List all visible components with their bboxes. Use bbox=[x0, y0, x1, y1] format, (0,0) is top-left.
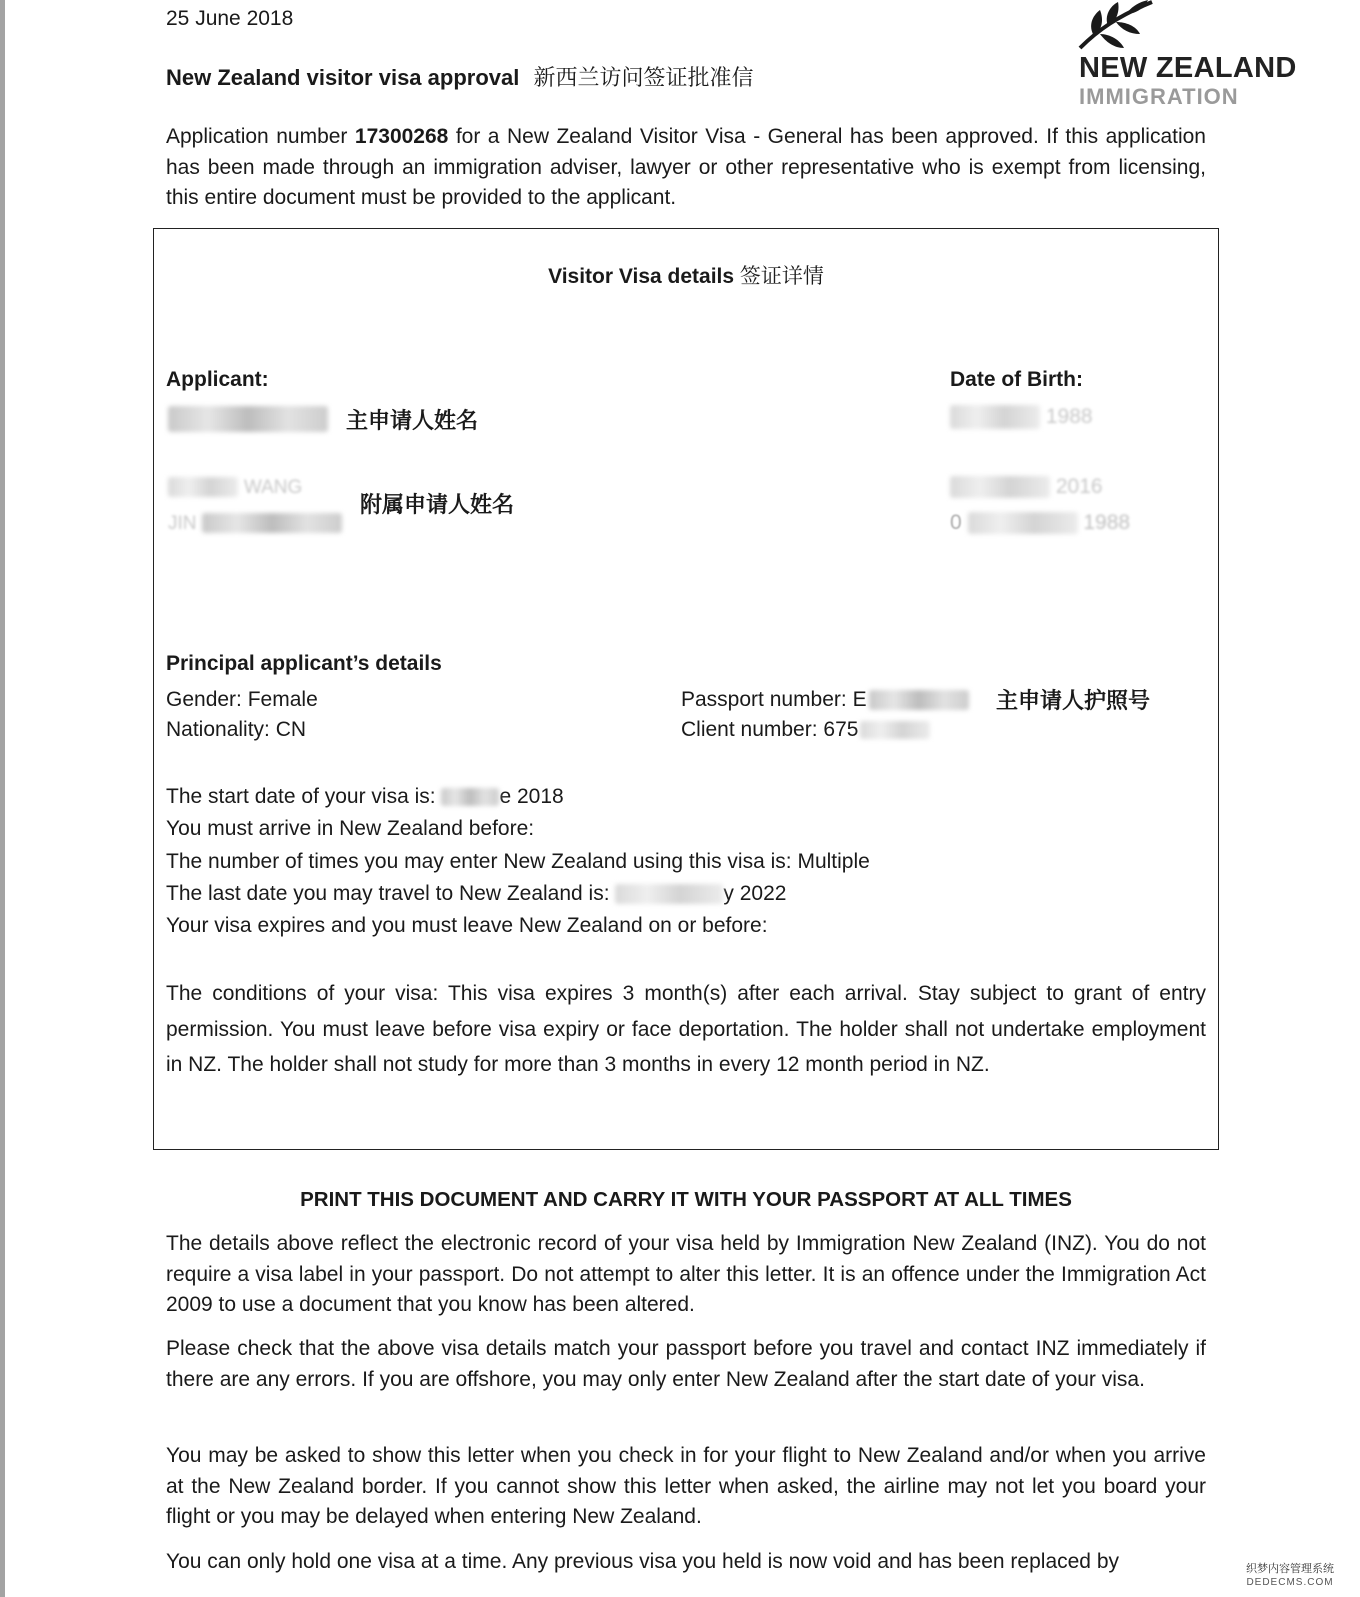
visa-details-heading-cn: 签证详情 bbox=[739, 264, 824, 288]
last-travel-row bbox=[166, 879, 786, 909]
redaction-blur bbox=[168, 406, 328, 432]
redaction-blur bbox=[968, 512, 1078, 534]
watermark-line2: DEDECMS.COM bbox=[1246, 1577, 1334, 1588]
letter-title-en: New Zealand visitor visa approval bbox=[166, 65, 520, 90]
entries-value: Multiple bbox=[797, 850, 870, 873]
redaction-blur bbox=[615, 884, 723, 904]
passport-row bbox=[681, 685, 969, 715]
arrive-before-row: You must arrive in New Zealand before: bbox=[166, 817, 535, 840]
site-watermark bbox=[1246, 1562, 1334, 1590]
principal-dob bbox=[950, 402, 1093, 432]
passport-label: Passport number: bbox=[681, 688, 847, 711]
notice-paragraph-1: The details above reflect the electronic record of your visa held by Immigration New Zealand (INZ). You do not require a visa label in your passport. Do not attempt to alter this letter. It is an offence under the Immigration Act 2009 to use a document that you know has been altered. bbox=[166, 1232, 1206, 1316]
redaction-blur bbox=[869, 690, 969, 710]
dependant-dob-1-partial: 2016 bbox=[1055, 475, 1103, 498]
page-left-border bbox=[0, 0, 5, 1597]
start-date-row bbox=[166, 782, 564, 812]
last-travel-label: The last date you may travel to New Zealand is: bbox=[166, 882, 610, 905]
client-partial: 675 bbox=[823, 718, 859, 741]
visa-conditions: The conditions of your visa: This visa expires 3 month(s) after each arrival. Stay subject to grant of entry permission. You must leave before visa expiry or face deportation. The holder shall not undertake employment in NZ. The holder shall not study for more than 3 months in every 12 month period in NZ. bbox=[166, 982, 1206, 1076]
redaction-blur bbox=[202, 513, 342, 533]
passport-note: 主申请人护照号 bbox=[996, 688, 1151, 714]
visa-details-heading-en: Visitor Visa details bbox=[548, 265, 735, 288]
letter-title bbox=[166, 63, 754, 94]
principal-name-note: 主申请人姓名 bbox=[346, 408, 479, 434]
nationality-value: CN bbox=[275, 718, 307, 741]
watermark-line1: 织梦内容管理系统 bbox=[1246, 1563, 1334, 1575]
redaction-blur bbox=[168, 477, 238, 497]
client-row bbox=[681, 715, 930, 745]
dependant-name-1 bbox=[168, 472, 302, 503]
dependant-dob-2-prefix: 0 bbox=[950, 511, 962, 534]
visa-details-heading bbox=[0, 261, 1360, 292]
entries-label: The number of times you may enter New Zealand using this visa is: bbox=[166, 850, 792, 873]
logo-wordmark-line2: IMMIGRATION bbox=[1079, 84, 1239, 109]
principal-details-heading: Principal applicant’s details bbox=[166, 652, 442, 675]
entries-row bbox=[166, 847, 870, 877]
intro-paragraph bbox=[166, 122, 1206, 214]
principal-dob-partial: 1988 bbox=[1045, 405, 1093, 428]
fern-leaf-icon bbox=[1076, 0, 1156, 55]
letter-title-cn: 新西兰访问签证批准信 bbox=[533, 66, 754, 91]
applicant-label: Applicant: bbox=[166, 368, 269, 391]
notice-paragraph-2: Please check that the above visa details match your passport before you travel and contact INZ immediately if there are any errors. If you are offshore, you may only enter New Zealand after the start date of your visa. bbox=[166, 1337, 1206, 1391]
intro-suffix: for a New Zealand Visitor Visa - General has been approved. If this application has been made through an immigration adviser, lawyer or other representative who is exempt from licensing, this entire document must be provided to the applicant. bbox=[166, 125, 1206, 209]
dependant-name-2 bbox=[168, 508, 342, 539]
dependant-name-2-partial: JIN bbox=[168, 513, 197, 534]
notice-paragraph-4: You can only hold one visa at a time. Any previous visa you held is now void and has been replaced by bbox=[166, 1550, 1119, 1573]
passport-partial: E bbox=[852, 688, 867, 711]
application-number: 17300268 bbox=[354, 125, 449, 148]
gender-value: Female bbox=[247, 688, 318, 711]
start-date-partial: e 2018 bbox=[499, 785, 564, 808]
dependant-dob-1 bbox=[950, 472, 1103, 502]
redaction-blur bbox=[860, 721, 930, 739]
redaction-blur bbox=[950, 476, 1050, 498]
dependant-dob-2-partial: 1988 bbox=[1083, 511, 1131, 534]
principal-name-redacted bbox=[168, 406, 328, 432]
nationality-label: Nationality: bbox=[166, 718, 270, 741]
dependant-name-1-partial: WANG bbox=[243, 477, 303, 498]
start-date-label: The start date of your visa is: bbox=[166, 785, 436, 808]
redaction-blur bbox=[441, 788, 499, 806]
dependant-dob-2 bbox=[950, 508, 1130, 538]
nationality-row bbox=[166, 715, 306, 745]
print-notice-heading: PRINT THIS DOCUMENT AND CARRY IT WITH YOUR PASSPORT AT ALL TIMES bbox=[300, 1188, 1072, 1211]
dependant-name-note: 附属申请人姓名 bbox=[360, 492, 515, 518]
letter-date: 25 June 2018 bbox=[166, 7, 294, 30]
gender-row bbox=[166, 685, 318, 715]
gender-label: Gender: bbox=[166, 688, 242, 711]
dob-label: Date of Birth: bbox=[950, 368, 1083, 391]
last-travel-partial: y 2022 bbox=[723, 882, 787, 905]
intro-prefix: Application number bbox=[166, 125, 348, 148]
client-label: Client number: bbox=[681, 718, 818, 741]
notice-paragraph-3: You may be asked to show this letter when you check in for your flight to New Zealand and/or when you arrive at the New Zealand border. If you cannot show this letter when asked, the airline may not let you board your flight or you may be delayed when entering New Zealand. bbox=[166, 1444, 1206, 1528]
expiry-row: Your visa expires and you must leave New Zealand on or before: bbox=[166, 914, 768, 937]
logo-wordmark-line1: NEW ZEALAND bbox=[1079, 52, 1297, 84]
redaction-blur bbox=[950, 405, 1040, 429]
